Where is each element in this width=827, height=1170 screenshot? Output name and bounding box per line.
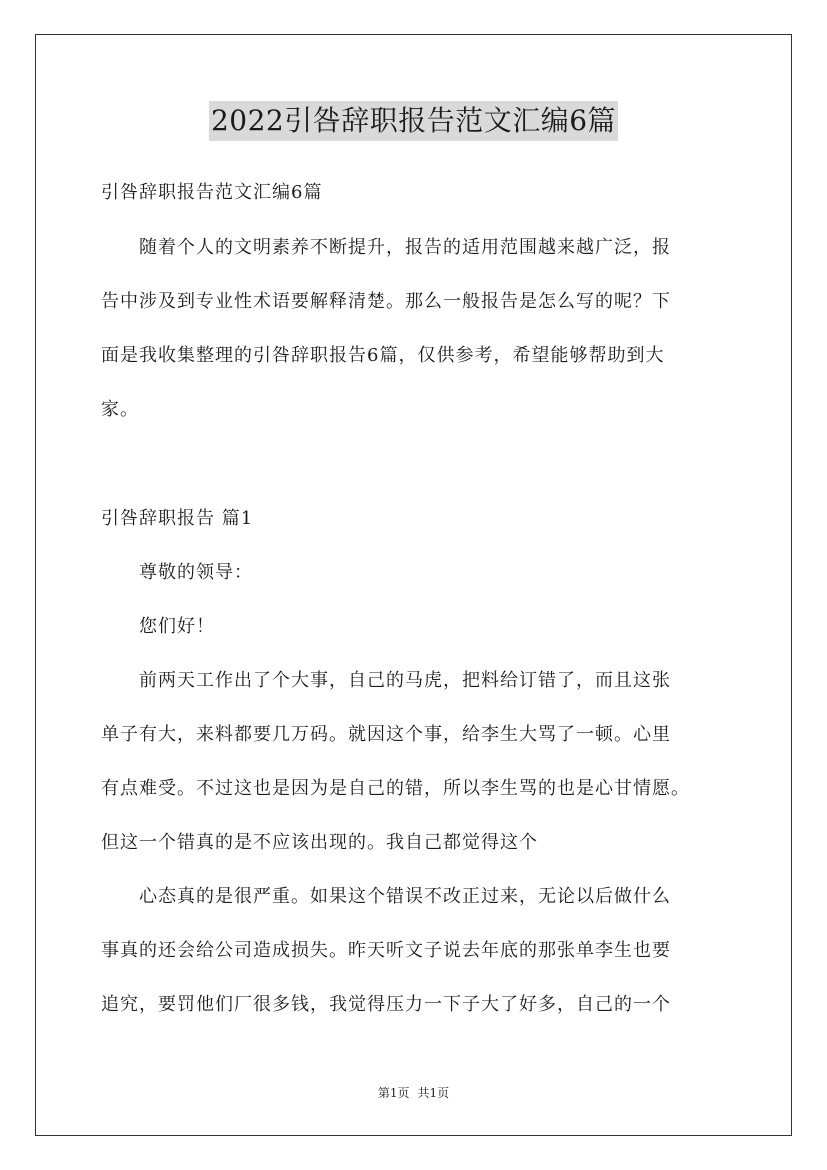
paragraph-line: 事真的还会给公司造成损失。昨天听文子说去年底的那张单李生也要 [101,940,671,961]
paragraph-line: 前两天工作出了个大事，自己的马虎，把料给订错了，而且这张 [101,670,671,691]
greeting-line: 您们好！ [101,616,215,637]
paragraph-line: 单子有大，来料都要几万码。就因这个事，给李生大骂了一顿。心里 [101,724,671,745]
section-heading: 引咎辞职报告 篇1 [101,508,254,529]
paragraph-line: 但这一个错真的是不应该出现的。我自己都觉得这个 [101,832,538,853]
page-total: 共1页 [417,1086,450,1100]
paragraph-line: 有点难受。不过这也是因为是自己的错，所以李生骂的也是心甘情愿。 [101,778,690,799]
paragraph-line: 面是我收集整理的引咎辞职报告6篇，仅供参考，希望能够帮助到大 [101,345,665,366]
paragraph-line: 心态真的是很严重。如果这个错误不改正过来，无论以后做什么 [101,886,671,907]
paragraph-line: 家。 [101,399,139,420]
subtitle-line: 引咎辞职报告范文汇编6篇 [101,182,323,203]
title-block [0,101,827,141]
document-title: 2022引咎辞职报告范文汇编6篇 [209,101,618,141]
paragraph-line: 追究，要罚他们厂很多钱，我觉得压力一下子大了好多，自己的一个 [101,994,671,1015]
paragraph-line: 告中涉及到专业性术语要解释清楚。那么一般报告是怎么写的呢？下 [101,291,671,312]
page-footer [0,1085,827,1101]
paragraph-line: 随着个人的文明素养不断提升，报告的适用范围越来越广泛，报 [101,237,671,258]
salutation-line: 尊敬的领导： [101,562,253,583]
page-number: 第1页 [377,1086,410,1100]
